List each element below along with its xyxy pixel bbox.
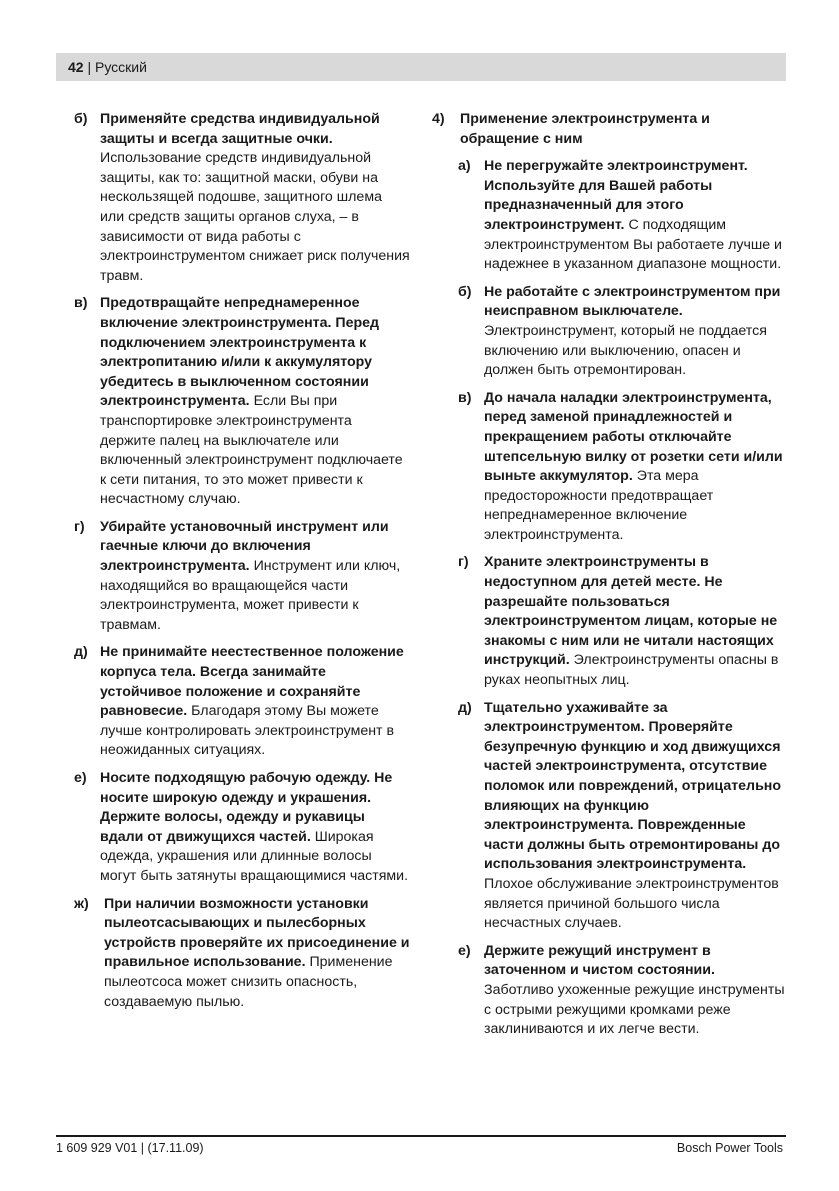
item-label: в) bbox=[458, 389, 472, 406]
item-bold-text: До начала наладки электроинструмента, перед заменой принадлежностей и прекращением работы отключайте штепсельную вилку от розетки сети и/или выньте аккумулятор. bbox=[484, 389, 783, 485]
footer-doc-code: 1 609 929 V01 | (17.11.09) bbox=[56, 1141, 204, 1155]
list-item bbox=[74, 294, 410, 510]
item-body-text: С подходящим электроинструментом Вы работаете лучше и надежнее в указанном диапазоне мощности. bbox=[484, 216, 782, 273]
list-item bbox=[458, 389, 788, 546]
list-item bbox=[458, 157, 788, 275]
item-bold-text: Не работайте с электроинструментом при неисправном выключателе. bbox=[484, 283, 781, 320]
item-label: ж) bbox=[74, 895, 89, 912]
item-bold-text: Держите режущий инструмент в заточенном и чистом состоянии. bbox=[484, 942, 715, 979]
header-language: Русский bbox=[95, 59, 147, 75]
list-item bbox=[458, 942, 788, 1040]
item-bold-text: Храните электроинструменты в недоступном для детей месте. Не разрешайте пользоваться электроинструментом лицам, которые не знакомы с ним или не читали настоящих инструкций. bbox=[484, 554, 778, 669]
item-body-text: Использование средств индивидуальной защиты, как то: защитной маски, обуви на нескользящей подошве, защитного шлема или средств защиты органов слуха, – в зависимости от вида работы с электроинструментом снижает риск получения травм. bbox=[100, 150, 410, 284]
list-item bbox=[458, 553, 788, 690]
item-bold-text: Предотвращайте непреднамеренное включение электроинструмента. Перед подключением электроинструмента к электропитанию и/или к аккумулятору убедитесь в выключенном состоянии электроинструмента. bbox=[100, 295, 380, 410]
item-bold-text: Носите подходящую рабочую одежду. Не носите широкую одежду и украшения. Держите волосы, одежду и рукавицы вдали от движущихся частей. bbox=[100, 770, 393, 845]
item-body-text: Электроинструменты опасны в руках неопытных лиц. bbox=[484, 652, 779, 689]
left-column bbox=[74, 110, 410, 1020]
section-heading bbox=[432, 110, 788, 149]
header-separator: | bbox=[87, 59, 92, 75]
right-column bbox=[432, 110, 788, 1048]
list-item bbox=[74, 518, 410, 636]
item-body-text: Если Вы при транспортировке электроинструмента держите палец на выключателе или включенный электроинструмент подключаете к сети питания, то это может привести к несчастному случаю. bbox=[100, 393, 403, 508]
list-item bbox=[74, 110, 410, 286]
item-label: в) bbox=[74, 295, 88, 312]
item-bold-text: Тщательно ухаживайте за электроинструментом. Проверяйте безупречную функцию и ход движущихся частей электроинструмента, отсутствие поломок или повреждений, отрицательно влияющих на функцию электроинструмента. Поврежденные части должны быть отремонтированы до использования электроинструмента. bbox=[484, 699, 782, 873]
item-label: г) bbox=[458, 554, 469, 571]
item-label: е) bbox=[74, 770, 87, 786]
list-item bbox=[458, 699, 788, 934]
item-bold-text: Применяйте средства индивидуальной защиты и всегда защитные очки. bbox=[100, 111, 380, 147]
item-body-text: Заботливо ухоженные режущие инструменты с острыми режущими кромками реже заклиниваются и их легче вести. bbox=[484, 981, 785, 1038]
item-body-text: Эта мера предосторожности предотвращает непреднамеренное включение электроинструмента. bbox=[484, 468, 714, 543]
item-body-text: Инструмент или ключ, находящийся во вращающейся части электроинструмента, может привести к травмам. bbox=[100, 558, 401, 633]
item-label: а) bbox=[458, 158, 471, 175]
item-body-text: Применение пылеотсоса может снизить опасность, создаваемую пылью. bbox=[104, 954, 393, 1010]
footer-brand: Bosch Power Tools bbox=[676, 1141, 783, 1155]
list-item bbox=[74, 643, 410, 761]
section-label: 4) bbox=[432, 111, 445, 127]
item-bold-text: Убирайте установочный инструмент или гаечные ключи до включения электроинструмента. bbox=[100, 518, 389, 575]
footer-divider bbox=[56, 1135, 786, 1137]
item-body-text: Благодаря этому Вы можете лучше контролировать электроинструмент в неожиданных ситуациях. bbox=[100, 703, 395, 759]
item-body-text: Электроинструмент, который не поддается включению или выключению, опасен и должен быть отремонтирован. bbox=[484, 322, 767, 379]
item-label: д) bbox=[458, 699, 472, 716]
list-item bbox=[458, 283, 788, 381]
item-label: б) bbox=[458, 283, 472, 300]
section-title: Применение электроинструмента и обращение с ним bbox=[460, 111, 710, 147]
item-label: д) bbox=[74, 644, 88, 661]
page-header bbox=[56, 53, 786, 81]
item-body-text: Плохое обслуживание электроинструментов является причиной большого числа несчастных случаев. bbox=[484, 875, 779, 932]
item-bold-text: При наличии возможности установки пылеотсасывающих и пылесборных устройств проверяйте их присоединение и правильное использование. bbox=[104, 895, 410, 971]
item-bold-text: Не перегружайте электроинструмент. Используйте для Вашей работы предназначенный для этого электроинструмент. bbox=[484, 158, 748, 233]
list-item bbox=[74, 895, 410, 1013]
item-label: е) bbox=[458, 942, 471, 959]
page-number: 42 bbox=[68, 59, 84, 75]
item-body-text: Широкая одежда, украшения или длинные волосы могут быть затянуты вращающимися частями. bbox=[100, 828, 409, 884]
item-label: г) bbox=[74, 518, 85, 535]
item-bold-text: Не принимайте неестественное положение корпуса тела. Всегда занимайте устойчивое положение и сохраняйте равновесие. bbox=[100, 644, 404, 720]
item-label: б) bbox=[74, 111, 88, 127]
list-item bbox=[74, 769, 410, 887]
